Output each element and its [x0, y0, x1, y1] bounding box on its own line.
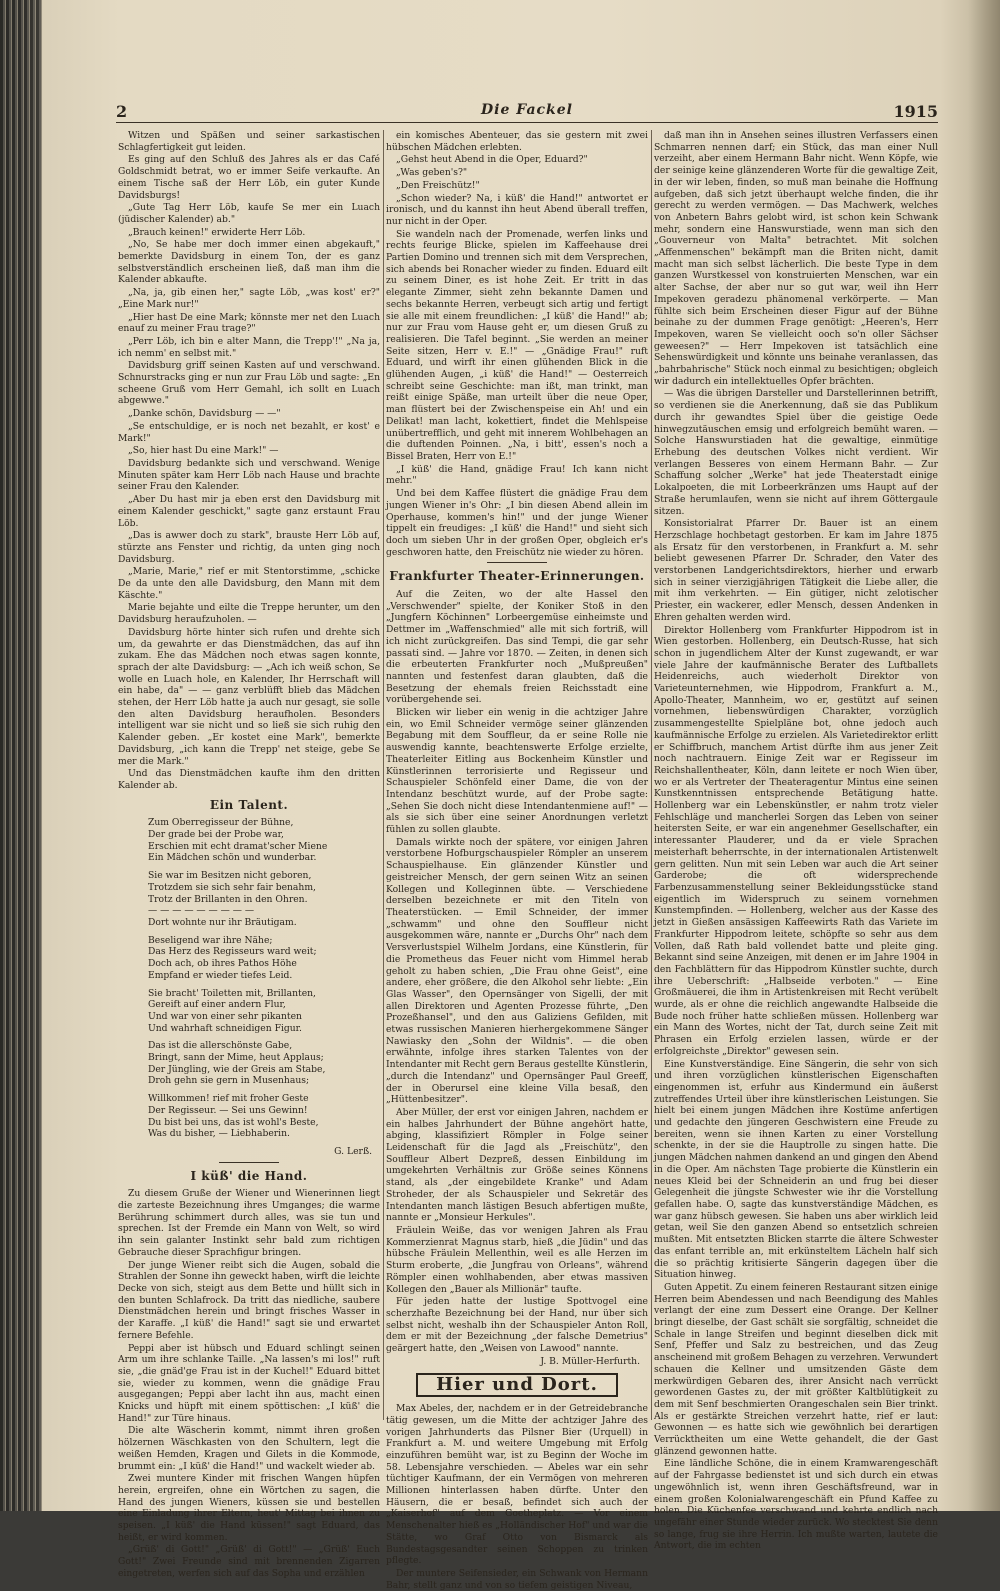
paragraph: — Was die übrigen Darsteller und Darstellerinnen betrifft, so verdienen sie die Anerkennung, daß sie das Publikum durch ihr gewandtes Spiel über die geistige Oede hinwegzutäuschen emsig und erfolgreich bemüht waren. — Solche Hanswurstiaden hat die gewaltige, einmütige Erhebung des deutschen Volkes nicht verdient. Wir verlangen Besseres von einem Hermann Bahr. — Zur Schaffung solcher „Werke" hat jede Theaterstadt einige Lokalpoeten, die mit Lorbeerkränzen ums Haupt auf der Straße herumlaufen, wenn sie nicht auf ihrem Göttergaule sitzen.: [654, 388, 938, 517]
author-signature: G. Lerß.: [334, 1145, 372, 1157]
poem-stanza: [118, 988, 380, 1035]
paragraph: Es ging auf den Schluß des Jahres als er das Café Goldschmidt betrat, wo er immer Seife verkaufte. An einem Tische saß der Herr Löb, ein guter Kunde Davidsburgs!: [118, 154, 380, 201]
paragraph: „Marie, Marie," rief er mit Stentorstimme, „schicke De da unte den alle Davidsburg, den Mann mit dem Käschte.": [118, 566, 380, 601]
poem-stanza: [118, 1040, 380, 1087]
paragraph: Und das Dienstmädchen kaufte ihm den dritten Kalender ab.: [118, 768, 380, 791]
paragraph: Witzen und Späßen und seiner sarkastischen Schlagfertigkeit gut leiden.: [118, 130, 380, 153]
paragraph: Konsistorialrat Pfarrer Dr. Bauer ist an einem Herzschlage hochbetagt gestorben. Er kam im Jahre 1875 als Ersatz für den verstorbenen, in Frankfurt a. M. sehr beliebt gewesenen Pfarrer Dr. Schrader, den Vater des verstorbenen Landgerichtsdirektors, hierher und erwarb sich in seiner vierzigjährigen Tätigkeit die Liebe aller, die mit ihm verkehrten. — Ein gütiger, nicht zelotischer Priester, ein wackerer, edler Mensch, dessen Andenken in Ehren gehalten werden wird.: [654, 518, 938, 623]
paragraph: Davidsburg bedankte sich und verschwand. Wenige Minuten später kam Herr Löb nach Hause und brachte seiner Frau den Kalender.: [118, 457, 380, 493]
poem-line: Und wahrhaft schneidigen Figur.: [148, 1022, 302, 1034]
section-heading: Ein Talent.: [209, 797, 289, 812]
paragraph: daß man ihn in Ansehen seines illustren Verfassers einen Schmarren nennen darf; ein Stück, das man einer Null verzeiht, aber einem Hermann Bahr nicht. Wenn Köpfe, wie der seinige keine glänzenderen Worte für die gewaltige Zeit, in der wir leben, finden, so muß man beinahe die Hoffnung aufgeben, daß sich jetzt überhaupt welche finden, die ihr gerecht zu werden vermögen. — Das Machwerk, welches von Anbetern Bahrs gelobt wird, ist schon kein Schwank mehr, sondern eine Hanswurstiade, wenn man sich den „Gouverneur von Malta" betrachtet. Mit solchen „Affenmenschen" bekämpft man die Briten nicht, damit macht man sich selbst lächerlich. Die beste Type in dem ganzen Wurstkessel von konstruierten Menschen, war ein alter Sachse, der aber nur so gut war, weil ihn Herr Impekoven geradezu phänomenal verkörperte. — Man fühlte sich beim Erscheinen dieser Figur auf der Bühne beinahe zu der dummen Frage genötigt: „Heeren's, Herr Impekoven, waren Se vielleicht ooch so'n oller Sächser geweesen?" — Herr Impekoven ist tatsächlich eine Sehenswürdigkeit und könnte uns beinahe veranlassen, das „bahrbahrische" Stück noch einmal zu besichtigen; obgleich wir dadurch ein intellektuelles Opfer brächten.: [654, 130, 938, 387]
paragraph: Eine ländliche Schöne, die in einem Kramwarengeschäft auf der Fahrgasse bedienstet ist und sich durch ein etwas ungewöhnlich ist, wenn ihren Geschäftsfreund, war in einem großen Kolonialwarengeschäft ein Pfund Kaffee zu holen. Die Küchenfee verschwand und kehrte endlich nach ungefähr einer Stunde wieder zurück. Wo stecktest Sie denn so lange, frug sie ihre Herrin. Ich mußte warten, lautete die Antwort, die im echten: [654, 1458, 938, 1552]
paragraph: „I küß' die Hand, gnädige Frau! Ich kann nicht mehr.": [386, 463, 648, 487]
poem-line: Sie war im Besitzen nicht geboren,: [148, 870, 312, 882]
poem-line: Und war von einer sehr pikanten: [148, 1010, 302, 1022]
paragraph: Damals wirkte noch der spätere, vor einigen Jahren verstorbene Hofburgschauspieler Römpler an unserem Schauspielhause. Ein glänzender Künstler und geistreicher Mensch, der gern seinen Witz an seinen Kollegen und Kolleginnen übte. — Verschiedene derselben bezeichnete er mit den Titeln von Theaterstücken. — Emil Schneider, der immer „schwamm" und ohne den Souffleur nicht ausgekommen wäre, nannte er „Durchs Ohr" nach dem Versverlustspiel Wilhelm Jordans, eine Künstlerin, für die Prometheus das Feuer nicht vom Himmel herab geholt zu haben schien, „Die Frau ohne Geist", eine andere, eher größere, die den Alkohol sehr liebte: „Ein Glas Wasser", den Opernsänger von Sigelli, der mit allen Direktoren und Agenten Prozesse führte, „Den Prozeßhansel", und den aus Galiziens Gefilden, mit etwas russischen Manieren hierhergekommene Sänger Nawiasky den „Sohn der Wildnis". — die oben erwähnte, infolge ihres starken Talentes von der Intendanter mit Recht gern Beraus gestellte Künstlerin, „durch die Intendanz" und Opernsänger Paul Greeff, der in Oberursel eine kleine Villa besaß, den „Hüttenbesitzer".: [386, 836, 648, 1106]
paragraph: Max Abeles, der, nachdem er in der Getreidebranche tätig gewesen, um die Mitte der achtziger Jahre des vorigen Jahrhunderts das Pilsner Bier (Urquell) in Frankfurt a. M. und weitere Umgebung mit Erfolg einzuführen bemüht war, ist zu Beginn der Woche im 58. Lebensjahre verschieden. — Abeles war ein sehr tüchtiger Kaufmann, der ein Vermögen von mehreren Millionen hinterlassen haben dürfte. Unter den Häusern, die er besaß, befindet sich auch der „Kaiserhof" auf dem Goetheplatz. — Vor einem Menschenalter hieß es „Holländischer Hof" und war die Stätte, wo Graf Otto von Bismarck als Bundestagsgesandter seinen Schoppen zu trinken pflegte.: [386, 1403, 648, 1567]
binding-edge: [0, 0, 42, 1511]
divider: [219, 1162, 279, 1163]
paragraph: Marie bejahte und eilte die Treppe herunter, um den Davidsburg heraufzuholen. —: [118, 602, 380, 626]
section-heading-boxed: Hier und Dort.: [416, 1373, 618, 1397]
poem-line: Ein Mädchen schön und wunderbar.: [148, 852, 317, 864]
paragraph: Der junge Wiener reibt sich die Augen, sobald die Strahlen der Sonne ihn geweckt haben, wirft die leichte Decke von sich, steigt aus dem Bette und hüllt sich in den bunten Schlafrock. Da tritt das niedliche, saubere Dienstmädchen herein und bringt frisches Wasser in der Karaffe. „I küß' die Hand!" sagt sie und erwartet fernere Befehle.: [118, 1259, 380, 1341]
paragraph: „Se entschuldige, er is noch net bezahlt, er kost' e Mark!": [118, 420, 380, 444]
column-3: [654, 130, 938, 1552]
poem-line: Zum Oberregisseur der Bühne,: [148, 817, 294, 829]
paragraph: „Hier hast De eine Mark; könnste mer net den Luach enauf zu meiner Frau trage?": [118, 311, 380, 335]
section-heading: Frankfurter Theater-Erinnerungen.: [389, 569, 645, 584]
paragraph: „Na, ja, gib einen her," sagte Löb, „was kost' er?" „Eine Mark nur!": [118, 287, 380, 310]
page-edge-shadow: [968, 0, 1000, 1511]
column-1: [118, 130, 380, 1579]
poem-line: Trotzdem sie sich sehr fair benahm,: [148, 881, 316, 893]
column-2: [386, 130, 648, 1591]
poem-line: Der Regisseur. — Sei uns Gewinn!: [148, 1104, 308, 1116]
poem-stanza: [118, 870, 380, 929]
poem-line: Droh gehn sie gern in Musenhaus;: [148, 1075, 310, 1087]
paragraph: „Was geben's?": [396, 167, 468, 179]
paragraph: ein komisches Abenteuer, das sie gestern mit zwei hübschen Mädchen erlebten.: [386, 130, 648, 153]
poem-line: Das ist die allerschönste Gabe,: [148, 1040, 293, 1052]
paragraph: „Das is awwer doch zu stark", brauste Herr Löb auf, stürzte ans Fenster und richtig, da unten ging noch Davidsburg.: [118, 530, 380, 565]
poem-line: — — — — — — — — —: [148, 905, 255, 917]
paragraph: Und bei dem Kaffee flüstert die gnädige Frau dem jungen Wiener in's Ohr: „I bin diesen Abend allein im Operhause, kommen's hin!" und der junge Wiener tippelt ein freudiges: „I küß' die Hand!" und sieht sich doch um sieben Uhr in der großen Oper, obgleich er's geschworen hatte, den Freischütz nie wieder zu hören.: [386, 488, 648, 558]
paragraph: „No, Se habe mer doch immer einen abgekauft," bemerkte Davidsburg in einem Ton, der es ganz selbstverständlich erscheinen ließ, daß man ihm die Kalender abkaufte.: [118, 239, 380, 286]
paragraph: „Brauch keinen!" erwiderte Herr Löb.: [128, 226, 306, 238]
masthead-title: Die Fackel: [481, 102, 573, 118]
paragraph: Auf die Zeiten, wo der alte Hassel den „Verschwender" spielte, der Koniker Stoß in den „Jungfern Köchinnen" Lorbeergemüse einheimste und Dettmer im „Waffenschmied" alle mit sich fortriß, will ich nicht zurückgreifen. Das sind Tempi, die gar sehr passati sind. — Jahre vor 1870. — Zeiten, in denen sich die erbeuterten Frankfurter noch „Mußpreußen" nannten und festenfest daran glaubten, daß die Besetzung der ehemals freien Reichsstadt eine vorübergehende sei.: [386, 589, 648, 706]
paragraph: Direktor Hollenberg vom Frankfurter Hippodrom ist in Wien gestorben. Hollenberg, ein Deutsch-Russe, hat sich schon in jugendlichem Alter der Kunst zugewandt, er war viele Jahre der kaufmännische Berater des Luftballets Heidenreichs, auch wiederholt Direktor von Varieteunternehmen, wie Hippodrom, Frankfurt a. M., Apollo-Theater, Mannheim, wo er, gestützt auf seinen vornehmen, liebenswürdigen Charakter, vorzüglich zusammengestellte Spielpläne bot, ohne jedoch auch kaufmännische Erfolge zu erzielen. Als Varietedirektor erlitt er Schiffbruch, manchem Artist dürfte ihm aus jener Zeit noch nachtrauern. Einige Zeit war er Regisseur im Reichshallentheater, Köln, dann leitete er noch Wien über, wo er als Vertreter der Theateragentur Mintus eine seinen Kunstkenntnissen entsprechende Betätigung hatte. Hollenberg war ein Lebenskünstler, er nahm trotz vieler Fehlschläge und mancherlei Sorgen das Leben von seiner heitersten Seite, er war ein angenehmer Gesellschafter, ein interessanter Plauderer, und da er viele Sprachen meisterhaft beherrschte, in der internationalen Artistenwelt gern gelitten. Nun mit sein Leben war auch die Art seiner Garderobe; die oft widersprechende Farbenzusammenstellung seiner Bekleidungsstücke stand eigentlich im Widerspruch zu seinem vornehmen Kunstempfinden. — Hollenberg, welcher aus der Kasse des jetzt in Gießen ansässigen Kaffeewirts Rath das Variete im Frankfurter Hippodrom leitete, schöpfte so sehr aus dem Vollen, daß Rath bald vollendet batte und pleite ging. Bekannt sind seine Anzeigen, mit denen er im Jahre 1904 in den Fachblättern für das Hippodrom Künstler suchte, durch ihre Ueberschrift: „Halbseide verboten." — Eine Großmäuerei, die ihm in Artistenkreisen mit Recht verübelt wurde, als er ohne die reichlich angewandte Halbseide die Bude noch früher hatte schließen müssen. Hollenberg war ein Mann des Wortes, nicht der Tat, durch seine Zeit mit Phrasen ein Erfolg erzielen lassen, würde er der erfolgreichste „Direktor" gewesen sein.: [654, 624, 938, 1057]
paragraph: Der muntere Seifensieder, ein Schwank von Hermann Bahr, stellt ganz und von so tiefem geistigen Niveau,: [386, 1567, 648, 1591]
poem-line: Gereift auf einer andern Flur,: [148, 999, 286, 1011]
poem-line: Empfand er wieder tiefes Leid.: [148, 969, 293, 981]
poem-stanza: [118, 1093, 380, 1140]
paragraph: Guten Appetit. Zu einem feineren Restaurant sitzen einige Herren beim Abendessen und nach Beendigung des Mahles verlangt der eine zum Dessert eine Orange. Der Kellner bringt dieselbe, der Gast schält sie sorgfältig, schneidet die Schale in lange Streifen und beginnt dieselben dick mit Senf, Pfeffer und Salz zu bestreichen, und das Zeug anscheinend mit großem Behagen zu verzehren. Verwundert schauen die Kellner und umsitzenden Gäste dem merkwürdigen Gebaren des, ihrer Ansicht nach verrückt gewordenen Gastes zu, der mit größter Kaltblütigkeit zu dem mit Senf beschmierten Orangeschalen sein Bier trinkt. Als er gestärkte Streichen verzehrt hatte, rief er laut: Gewonnen — es hatte sich wie gewöhnlich bei derartigen Verrücktheiten um eine Wette gehandelt, die der Gast glänzend gewonnen hatte.: [654, 1281, 938, 1457]
poem-line: Sie bracht' Toiletten mit, Brillanten,: [148, 987, 316, 999]
paragraph: Blicken wir lieber ein wenig in die achtziger Jahre ein, wo Emil Schneider vermöge seiner glänzenden Begabung mit dem Souffleur, da er seine Rolle nie auswendig kannte, beachtenswerte Erfolge erzielte, Theaterleiter Eitling aus Bockenheim Künstler und Künstlerinnen terrorisierte und Regisseur und Schauspieler Schönfeld einer Dame, die von der Intendanz beschützt wurde, auf der Probe sagte: „Sehen Sie doch nicht diese Intendantenmiene auf!" — als sie sich über eine seiner Anordnungen verletzt fühlen zu sollen glaubte.: [386, 707, 648, 836]
page-year: 1915: [893, 102, 938, 121]
paragraph: „Perr Löb, ich bin e alter Mann, die Trepp'!" „Na ja, ich nemm' en selbst mit.": [118, 335, 380, 359]
column-rule: [651, 130, 652, 1420]
poem-line: Das Herz des Regisseurs ward weit;: [148, 946, 317, 958]
poem-line: Beseligend war ihre Nähe;: [148, 934, 273, 946]
poem-line: Der Jüngling, wie der Greis am Stabe,: [148, 1063, 326, 1075]
column-rule: [383, 130, 384, 1420]
poem-line: Trotz der Brillanten in den Ohren.: [148, 893, 308, 905]
paragraph: Davidsburg hörte hinter sich rufen und drehte sich um, da gewahrte er das Dienstmädchen, das auf ihn zukam. Ehe das Mädchen noch etwas sagen konnte, sprach der alte Davidsburg: — „Ach ich weiß schon, Se wolle en Luach hole, en Kalender, Ihr Herrschaft will ein habe, da" — — ganz verblüfft blieb das Mädchen stehen, der Herr Löb hatte ja auch nur gesagt, sie solle den alten Davidsburg heraufholen. Besonders intelligent war sie nicht und so ließ sie sich ruhig den Kalender geben. „Er kostet eine Mark", bemerkte Davidsburg, „ich kann die Trepp' net steige, gebe Se mer die Mark.": [118, 626, 380, 767]
poem-stanza: [118, 935, 380, 982]
poem-line: Was du bisher, — Liebhaberin.: [148, 1128, 290, 1140]
paragraph: Die alte Wäscherin kommt, nimmt ihren großen hölzernen Wäschkasten von den Schultern, legt die weißen Hemden, Kragen und Gilets in die Kommode, brummt ein: „I küß' die Hand!" und wackelt wieder ab.: [118, 1425, 380, 1472]
paragraph: „Gehst heut Abend in die Oper, Eduard?": [396, 154, 588, 166]
page-header: [116, 100, 938, 123]
paragraph: Sie wandeln nach der Promenade, werfen links und rechts feurige Blicke, spielen im Kaffeehause drei Partien Domino und trennen sich mit dem Versprechen, sich abends bei Ronacher wieder zu finden. Eduard eilt zu seinem Diner, es ist hohe Zeit. Er tritt in das elegante Zimmer, sieht zehn bekannte Damen und sechs bekannte Herren, verbeugt sich artig und fertigt sie alle mit einem freundlichen: „I küß' die Hand!" ab; nur zur Frau vom Hause geht er, um diesen Gruß zu realisieren. Die Tafel beginnt. „Sie werden an meiner Seite sitzen, Herr v. E.!" — „Gnädige Frau!" ruft Eduard, und wirft ihr einen glühenden Blick in die glühenden Augen, „i küß' die Hand!" — Oesterreich schreibt seine Geschichte: man ißt, man trinkt, man reißt einige Späße, man urteilt über die neue Oper, man flüstert bei der Zwischenspeise ein Ah! und ein Delikat! man lacht, kokettiert, findet die Mehlspeise unübertrefflich, und geht mit innerem Wohlbehagen an die duftenden Poinnen. „Na, i bitt', essen's noch a Bissel Braten, Herr von E.!": [386, 228, 648, 462]
author-signature: J. B. Müller-Herfurth.: [540, 1355, 640, 1367]
poem-line: Der grade bei der Probe war,: [148, 829, 284, 841]
poem-line: Du bist bei uns, das ist wohl's Beste,: [148, 1116, 319, 1128]
paragraph: Für jeden hatte der lustige Spottvogel eine scherzhafte Bezeichnung bei der Hand, nur über sich selbst nicht, weshalb ihn der Schauspieler Anton Roll, dem er mit der Bezeichnung „der falsche Demetrius" geärgert hatte, den „Weisen von Lawood" nannte.: [386, 1296, 648, 1355]
paragraph: „Schon wieder? Na, i küß' die Hand!" antwortet er ironisch, und du kannst ihn heut Abend überall treffen, nur nicht in der Oper.: [386, 192, 648, 227]
poem-line: Doch ach, ob ihres Pathos Höhe: [148, 958, 297, 970]
divider: [487, 562, 547, 563]
paragraph: Aber Müller, der erst vor einigen Jahren, nachdem er ein halbes Jahrhundert der Bühne angehört hatte, abging, klassifiziert Römpler in Folge seiner Leidenschaft für die Jagd als „Freischütz", den Souffleur Albert Dezpreß, dessen Einbildung im umgekehrten Verhältnis zur Größe seines Könnens stand, als „der eingebildete Kranke" und Adam Stroheder, der als Schauspieler und Sekretär des Intendanten manch lästigen Besuch abfertigen mußte, nannte er „Monsieur Herkules".: [386, 1106, 648, 1224]
poem-stanza: [118, 817, 380, 864]
section-heading: I küß' die Hand.: [190, 1168, 308, 1183]
paragraph: Eine Kunstverständige. Eine Sängerin, die sehr von sich und ihren vorzüglichen künstlerischen Eigenschaften eingenommen ist, erfuhr aus Kindermund ein äußerst zutreffendes Urteil über ihre künstlerischen Leistungen. Sie hielt bei einem jungen Mädchen ihre Kostüme anfertigen und gedachte den jüngeren Geschwistern eine Freude zu bereiten, wenn sie ihnen Karten zu einer Vorstellung schenkte, in der sie die Hauptrolle zu singen hatte. Die jungen Mädchen nahmen dankend an und gingen den Abend in die Oper. Am nächsten Tage probierte die Künstlerin ein neues Kleid bei der Schneiderin an und frug bei dieser Gelegenheit die jüngste Schwester wie ihr die Vorstellung gefallen habe. O, sagte das kunstverständige Mädchen, es war ganz hübsch gewesen. Sie haben uns aber wirklich leid getan, weil Sie den ganzen Abend so entsetzlich schreien mußten. Mit entsetzten Blicken starrte die ältere Schwester das enfant terrible an, mit erkünsteltem Lächeln half sich die so prächtig kritisierte Sängerin dagegen über die Situation hinweg.: [654, 1058, 938, 1281]
paragraph: Zwei muntere Kinder mit frischen Wangen hüpfen herein, ergreifen, ohne ein Wörtchen zu sagen, die Hand des jungen Wieners, küssen sie und bestellen eine Einladung ihrer Eltern, heut' Mittag bei ihnen zu speisen. „I küß' die Hand küssen!" sagt Eduard, das heißt, er wird kommen.: [118, 1473, 380, 1543]
paragraph: „Aber Du hast mir ja eben erst den Davidsburg mit einem Kalender geschickt," sagte ganz erstaunt Frau Löb.: [118, 494, 380, 529]
paragraph: „Gute Tag Herr Löb, kaufe Se mer ein Luach (jüdischer Kalender) ab.": [118, 202, 380, 225]
paragraph: „Grüß' di Gott!" „Grüß' di Gott!" — „Grüß' Euch Gott!" Zwei Freunde sind mit brennenden Zigarren eingetreten, werfen sich auf das Sopha und erzählen: [118, 1544, 380, 1579]
poem-line: Erschien mit echt dramat'scher Miene: [148, 840, 328, 852]
paragraph: „Den Freischütz!": [396, 179, 480, 191]
poem-line: Dort wohnte nur ihr Bräutigam.: [148, 917, 297, 928]
paragraph: Peppi aber ist hübsch und Eduard schlingt seinen Arm um ihre schlanke Taille. „Na lassen's mi los!" ruft sie, „die gnäd'ge Frau ist in der Kuchel!" Eduard bittet sie, wieder zu kommen, wenn die gnädige Frau ausgegangen; Peppi aber lacht ihn aus, macht einen Knicks und hüpft mit einem spöttischen: „I küß' die Hand!" zur Türe hinaus.: [118, 1342, 380, 1424]
paragraph: „So, hier hast Du eine Mark!" —: [128, 445, 279, 457]
page-number: 2: [116, 102, 128, 121]
paragraph: Davidsburg griff seinen Kasten auf und verschwand. Schnurstracks ging er nun zur Frau Löb und sagte: „En scheene Gruß vom Herr Gemahl, ich sollt en Luach abgewwe.": [118, 360, 380, 407]
poem-line: Willkommen! rief mit froher Geste: [148, 1093, 309, 1105]
paragraph: Fräulein Weiße, das vor wenigen Jahren als Frau Kommerzienrat Magnus starb, hieß „die Jüdin" und das hübsche Fräulein Mellenthin, weil es alle Herzen im Sturm eroberte, „die Jungfrau von Orleans", während Römpler einen wohlhabenden, aber etwas massiven Kollegen den „Bauer als Millionär" taufte.: [386, 1224, 648, 1295]
paragraph: „Danke schön, Davidsburg — —": [128, 408, 281, 420]
poem-line: Bringt, sann der Mime, heut Applaus;: [148, 1052, 324, 1064]
paragraph: Zu diesem Gruße der Wiener und Wienerinnen liegt die zarteste Bezeichnung ihres Umganges; die warme Berührung schimmert durch alles, was sie tun und sprechen. Ist der Fremde ein Mann von Welt, so wird ihn sein galanter Instinkt sehr bald zum richtigen Gebrauche dieser Sprachfigur bringen.: [118, 1188, 380, 1258]
